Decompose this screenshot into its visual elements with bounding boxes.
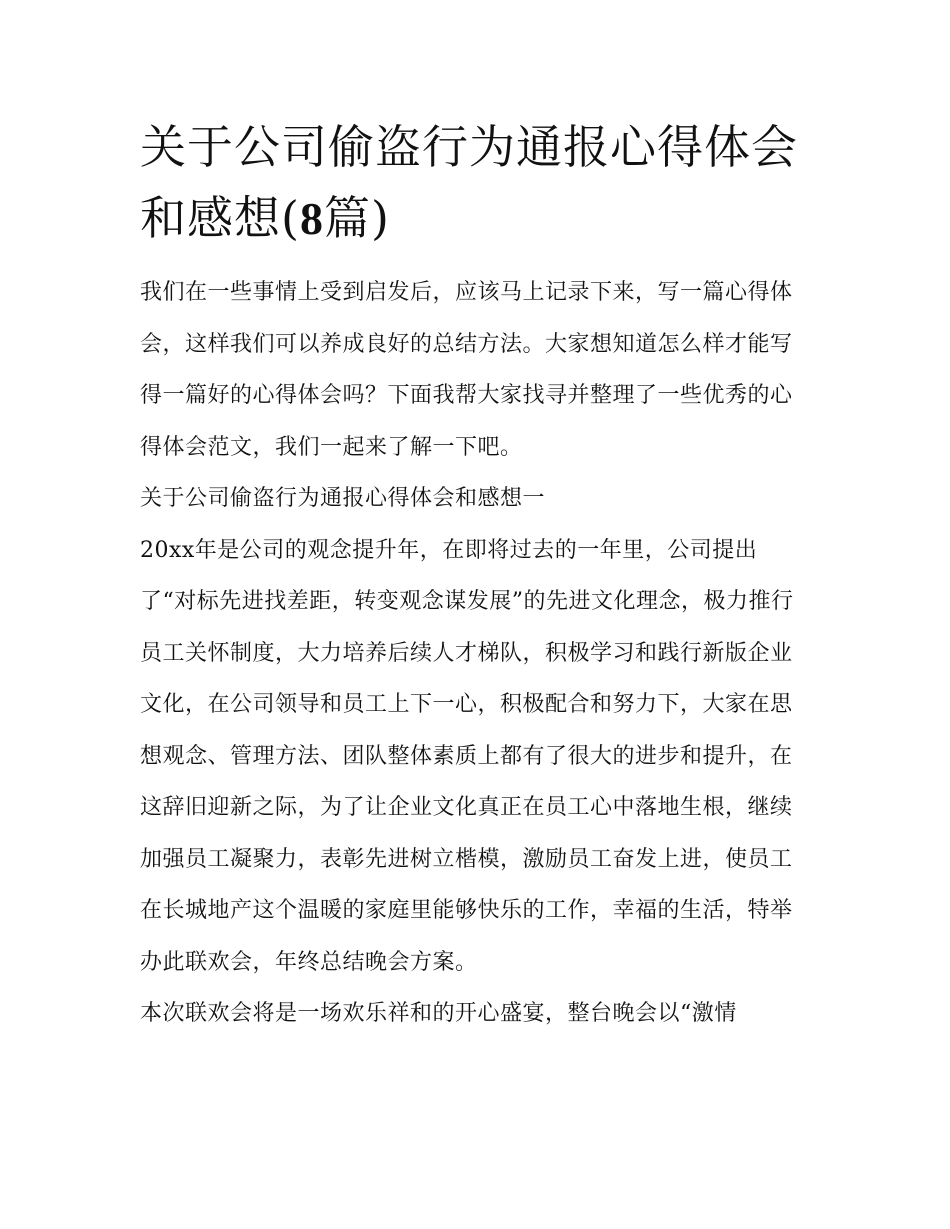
title-number: 8 (299, 193, 324, 244)
body-paragraph-1: 20xx年是公司的观念提升年，在即将过去的一年里，公司提出了“对标先进找差距，转变观念谋发展”的先进文化理念，极力推行员工关怀制度，大力培养后续人才梯队，积极学习和践行新版企业文化，在公司领导和员工上下一心，积极配合和努力下，大家在思想观念、管理方法、团队整体素质上都有了很大的进步和提升，在这辞旧迎新之际，为了让企业文化真正在员工心中落地生根，继续加强员工凝聚力，表彰先进树立楷模，激励员工奋发上进，使员工在长城地产这个温暖的家庭里能够快乐的工作，幸福的生活，特举办此联欢会，年终总结晚会方案。 (140, 537, 794, 975)
title-text-part2: 篇) (323, 191, 390, 245)
body-paragraph-2: 本次联欢会将是一场欢乐祥和的开心盛宴，整台晚会以“激情 (140, 1001, 737, 1026)
title-text-part1: 关于公司偷盗行为通报心得体会和感想( (140, 120, 798, 245)
document-title (140, 112, 812, 254)
section-heading-1: 关于公司偷盗行为通报心得体会和感想一 (140, 486, 546, 511)
intro-paragraph: 我们在一些事情上受到启发后，应该马上记录下来，写一篇心得体会，这样我们可以养成良好的总结方法。大家想知道怎么样才能写得一篇好的心得体会吗？下面我帮大家找寻并整理了一些优秀的心得体会范文，我们一起来了解一下吧。 (140, 280, 793, 460)
document-content (140, 112, 812, 1040)
